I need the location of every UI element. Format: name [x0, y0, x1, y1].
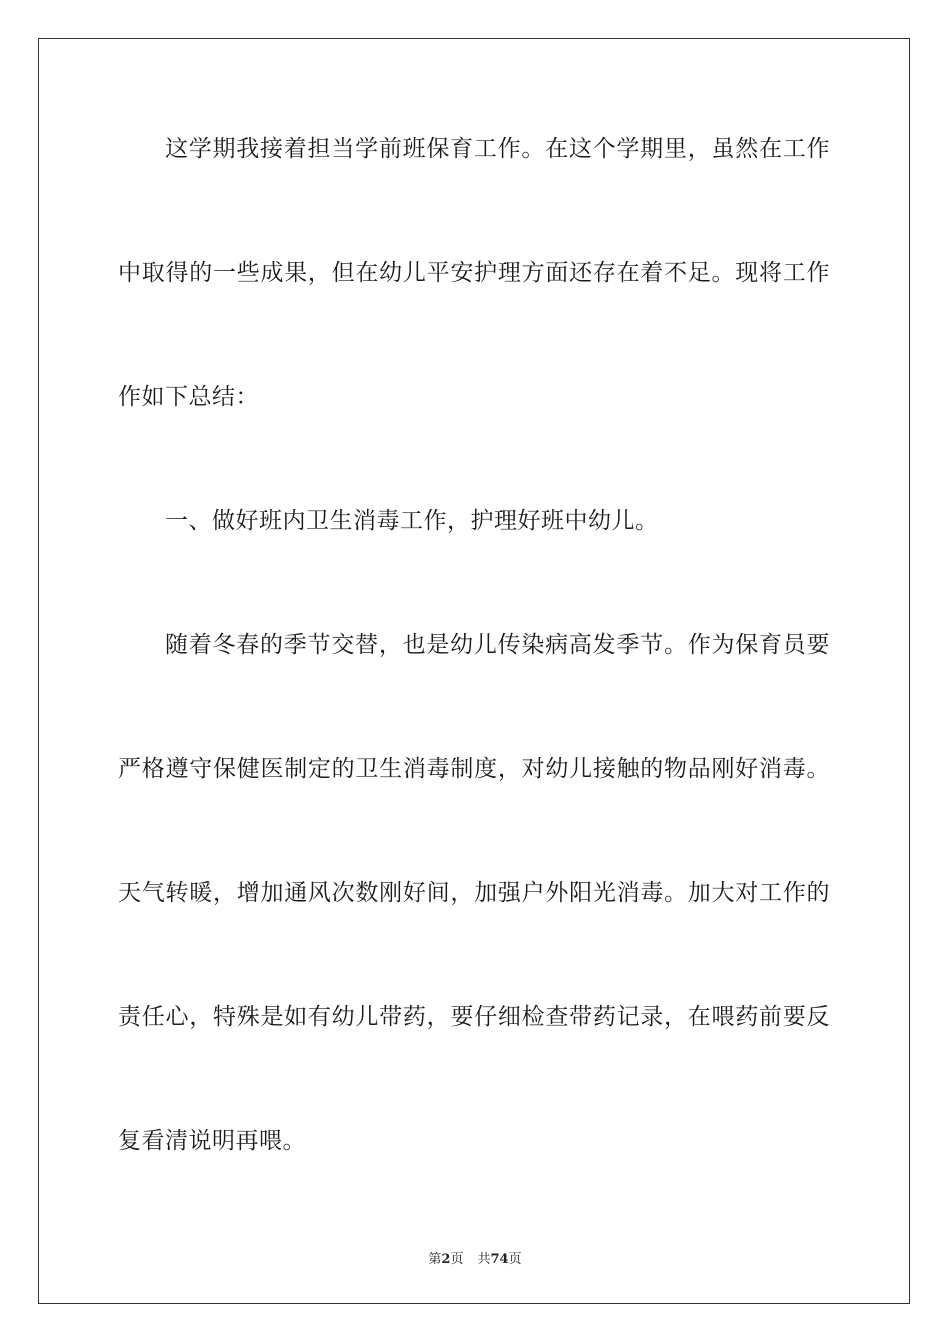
footer-total-prefix: 共 [477, 1252, 491, 1267]
section-heading: 一、做好班内卫生消毒工作，护理好班中幼儿。 [165, 508, 659, 534]
paragraph-line-6: 严格遵守保健医制定的卫生消毒制度，对幼儿接触的物品刚好消毒。 [118, 756, 830, 782]
paragraph-line-9: 复看清说明再喂。 [118, 1128, 306, 1154]
page-frame [38, 38, 910, 1304]
paragraph-line-7: 天气转暖，增加通风次数刚好间，加强户外阳光消毒。加大对工作的 [118, 880, 830, 906]
footer-total-suffix: 页 [508, 1252, 522, 1267]
paragraph-line-3: 作如下总结： [118, 384, 259, 410]
paragraph-line-5: 随着冬春的季节交替，也是幼儿传染病高发季节。作为保育员要 [165, 632, 830, 658]
footer-page-prefix: 第 [428, 1252, 442, 1267]
paragraph-line-1: 这学期我接着担当学前班保育工作。在这个学期里，虽然在工作 [165, 136, 830, 162]
paragraph-line-8: 责任心，特殊是如有幼儿带药，要仔细检查带药记录，在喂药前要反 [118, 1004, 830, 1030]
footer-total-pages: 74 [490, 1252, 509, 1267]
footer-page-number: 2 [441, 1252, 451, 1267]
page-footer [0, 1248, 950, 1267]
footer-page-suffix: 页 [450, 1252, 464, 1267]
paragraph-line-2: 中取得的一些成果，但在幼儿平安护理方面还存在着不足。现将工作 [118, 260, 830, 286]
